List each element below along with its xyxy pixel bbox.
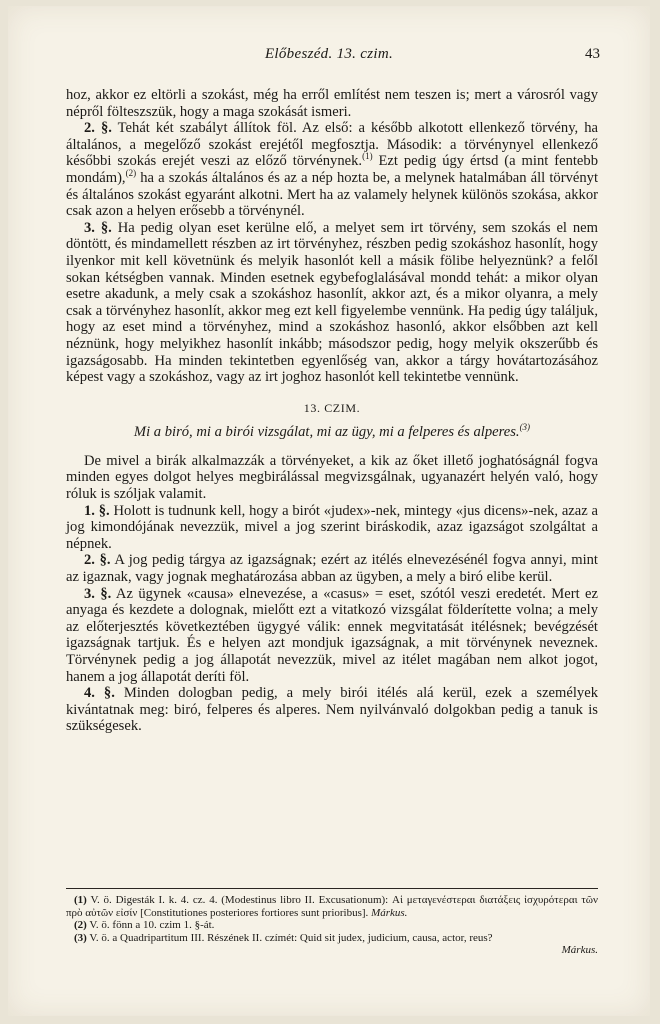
footnote-1 <box>66 894 598 919</box>
paragraph-section-4 <box>66 685 598 735</box>
main-text <box>66 87 598 735</box>
footnote-2 <box>66 919 598 932</box>
chapter-title: 13. CZIM. <box>303 400 361 415</box>
section-number: 2. §. <box>84 120 112 137</box>
section-number: 2. §. <box>84 552 111 569</box>
paragraph-continued <box>66 87 598 120</box>
footnote-signature: Márkus. <box>371 906 408 919</box>
paragraph-intro <box>66 453 598 503</box>
paragraph-text: hoz, akkor ez eltörli a szokást, még ha erről említést nem teszen is; mert a városról vagy népről fölteszszük, hogy a maga szokását ismeri. <box>66 87 598 120</box>
paragraph-text: A jog pedig tárgya az igazságnak; ezért az itélés elnevezésénél fogva annyi, mint az igaznak, vagy jognak meghatározása abban az ügyben, a mely a biró elibe kerül. <box>66 552 598 586</box>
paragraph-text: ha a szokás általános és az a nép hozta be, a melynek hatalmában áll törvényt és általános szokást egyaránt alkotni. Mert ha az valamely helynek különös szokása, akkor csak azon a helyen erősebb a törvénynél. <box>66 169 598 220</box>
paragraph-text: Minden dologban pedig, a mely birói itélés alá kerül, ezek a személyek kivántatnak meg: biró, felperes és alperes. Nem nyilvánvaló dolgokban pedig a tanuk is szükségesek. <box>66 685 598 735</box>
paragraph-text: Az ügynek «causa» elnevezése, a «casus» = eset, szótól veszi eredetét. Mert ez anyaga és kezdete a dolognak, mielőtt ezt a vitatkozó vizsgálat földerítette volna; a mely az előterjesztés következtében ügygyé válik: ennek megvitatását itélésnek; bevégzését igazságnak tartjuk. És e helyen azt mondjuk igazságnak, a mit törvénynek neveznek. Törvénynek pedig a jog állapotát nevezzük, mivel az itélet magában nem alkot jogot, hanem a jog állapotát deríti föl. <box>66 585 598 685</box>
page-number: 43 <box>585 46 600 62</box>
paragraph-text: Ezt pedig úgy értsd (a mint fentebb mondám), <box>66 153 598 186</box>
footnote-3 <box>66 932 598 957</box>
page-header <box>8 46 650 66</box>
section-number: 1. §. <box>84 502 110 519</box>
paragraph-section-3b <box>66 586 598 686</box>
footnote-mark: (3) <box>74 931 87 944</box>
footnote-text: V. ö. Digesták I. k. 4. cz. 4. (Modestinus libro II. Excusationum): Αἱ μεταγενέστεραι διατάξεις ἰσχυρότεραι τῶν πρὸ αὐτῶν εἰσίν [Constitutiones posteriores fortiores sunt prioribus]. <box>66 894 598 919</box>
section-number: 4. §. <box>84 685 115 702</box>
section-number: 3. §. <box>84 585 112 602</box>
footnote-mark: (1) <box>74 894 87 906</box>
paragraph-text: Tehát két szabályt állítok föl. Az első: a később alkotott ellenkező törvény, ha általános, a megelőző szokást erejétől megfosztja. Második: a törvénynyel ellenkező későbbi szokás erejét veszi az előző törvénynek. <box>66 120 598 170</box>
running-head: Előbeszéd. 13. czim. <box>264 46 394 62</box>
paragraph-section-2b <box>66 552 598 585</box>
footnote-divider <box>66 888 598 889</box>
footnote-text: V. ö. a Quadripartitum III. Részének II. czímét: Quid sit judex, judicium, causa, actor, reus? <box>86 931 493 944</box>
chapter-subtitle-text: Mi a biró, mi a birói vizsgálat, mi az ügy, mi a felperes és alperes. <box>133 424 520 441</box>
footnotes <box>66 894 598 957</box>
footnote-ref-2: (2) <box>125 168 137 179</box>
section-number: 3. §. <box>84 219 112 236</box>
paragraph-text: Holott is tudnunk kell, hogy a birót «judex»-nek, mintegy «jus dicens»-nek, azaz a jog kimondójának nevezzük, mivel a jog szerint biráskodik, azaz igazságot szolgáltat a népnek. <box>66 502 599 552</box>
paragraph-text: De mivel a birák alkalmazzák a törvényeket, a kik az őket illető joghatóságnál fogva minden egyes dolgot helyes megbirálással megvizsgálnak, ugyanazért helyén való, hogy róluk is szóljak valamit. <box>66 452 598 503</box>
chapter-subtitle <box>66 424 598 441</box>
paragraph-section-1 <box>66 503 598 553</box>
footnote-ref-3: (3) <box>519 422 531 433</box>
footnote-mark: (2) <box>74 919 87 932</box>
footnote-ref-1: (1) <box>362 151 373 162</box>
footnote-text: V. ö. fönn a 10. czim 1. §-át. <box>86 919 215 932</box>
paragraph-section-2 <box>66 120 598 220</box>
paragraph-section-3 <box>66 220 598 386</box>
book-page <box>8 6 650 1016</box>
paragraph-text: Ha pedig olyan eset kerülne elő, a melyet sem irt törvény, sem szokás el nem döntött, és mindamellett részben az irt törvényhez, részben pedig szokáshoz hasonlít, hogy ilyenkor mit kell követnünk és melyik hasonlót kell a másik fölibe helyeznünk? a felől sokan kétségben vannak. Minden esetnek egybefoglalásával mondd tehát: a mikor olyan esetre akadunk, a mely csak a szokáshoz hasonlít, akkor azt, és a mikor olyanra, a mely csak a törvényhez hasonlít, akkor meg ezt kell figyelembe vennünk. Ha pedig úgy találjuk, hogy az eset mind a törvényhez, mind a szokáshoz hasonló, akkor elsőbben azt kell néznünk, hogy melyikhez hasonlít inkább; másodszor pedig, hogy melyik okszerűbb és igazságosabb. Ha minden tekintetben egyenlőség van, akkor a tárgy hovátartozásához képest vagy a szokáshoz, vagy az irt joghoz hasonlót kell tekintetbe vennünk. <box>66 219 598 386</box>
footnote-signature: Márkus. <box>561 944 598 957</box>
